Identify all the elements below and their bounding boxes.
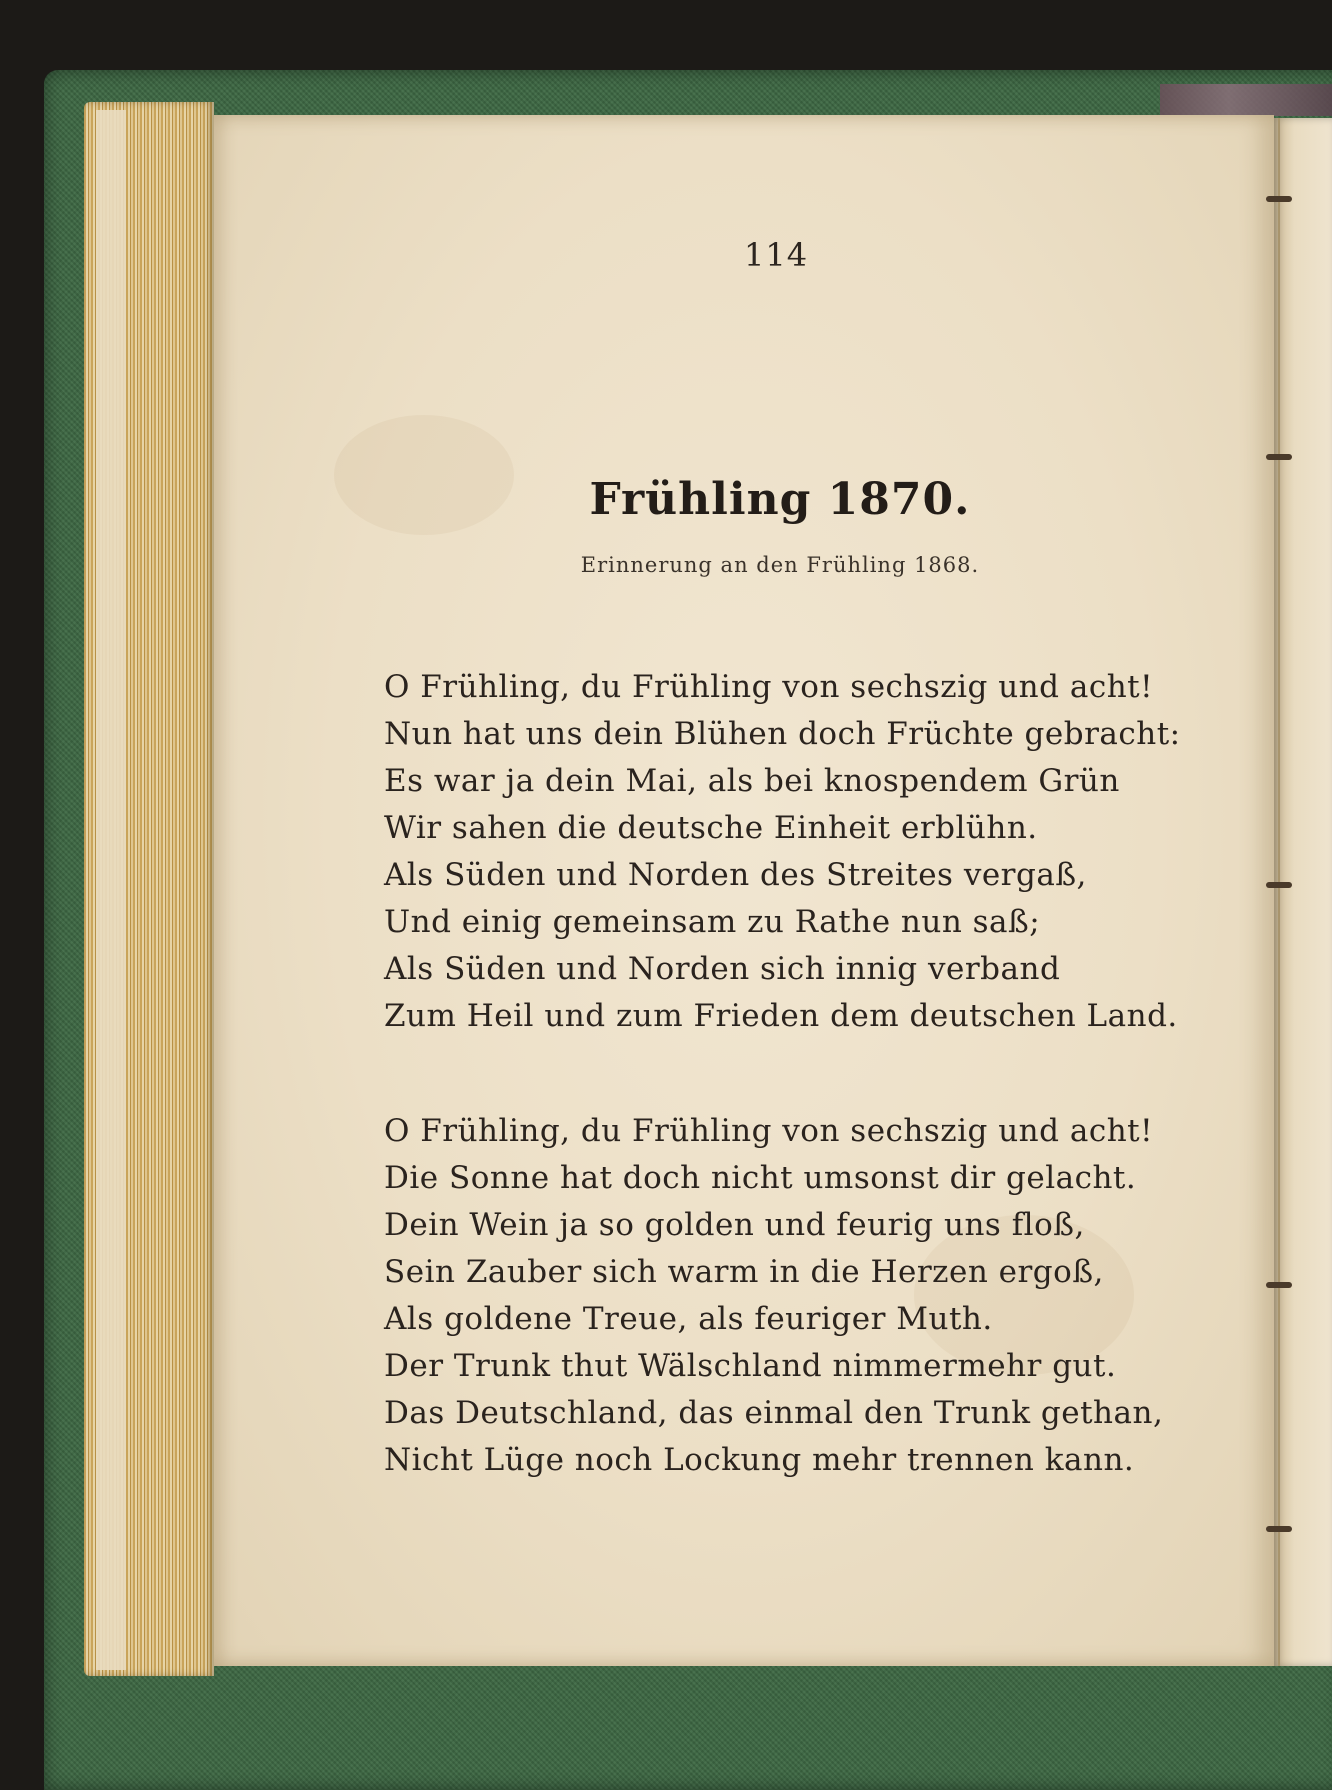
verse-line: Nun hat uns dein Blühen doch Früchte gebracht: <box>384 716 1181 752</box>
stanza-2 <box>384 1108 1184 1484</box>
verse-line: Als Süden und Norden sich innig verband <box>384 951 1061 987</box>
verse-line: Nicht Lüge noch Lockung mehr trennen kann. <box>384 1442 1135 1478</box>
gutter-line <box>1278 118 1280 1666</box>
verse-line: Dein Wein ja so golden und feurig uns floß, <box>384 1207 1085 1243</box>
binding-stitch <box>1266 454 1292 460</box>
poem-subtitle: Erinnerung an den Frühling 1868. <box>580 553 980 577</box>
page-edges-inner <box>96 110 126 1670</box>
binding-stitch <box>1266 882 1292 888</box>
verse-line: Wir sahen die deutsche Einheit erblühn. <box>384 810 1038 846</box>
verse-line: O Frühling, du Frühling von sechszig und acht! <box>384 1113 1154 1149</box>
verse-line: Zum Heil und zum Frieden dem deutschen Land. <box>384 998 1178 1034</box>
verse-line: Es war ja dein Mai, als bei knospendem Grün <box>384 763 1120 799</box>
binding-stitch <box>1266 1282 1292 1288</box>
verse-line: Der Trunk thut Wälschland nimmermehr gut. <box>384 1348 1117 1384</box>
poem-title: Frühling 1870. <box>589 474 971 525</box>
verse-line: Als goldene Treue, als feuriger Muth. <box>384 1301 993 1337</box>
verse-line: Sein Zauber sich warm in die Herzen ergoß, <box>384 1254 1104 1290</box>
verse-line: Und einig gemeinsam zu Rathe nun saß; <box>384 904 1041 940</box>
book-spine-band <box>1160 84 1332 116</box>
binding-stitch <box>1266 1526 1292 1532</box>
page-number: 114 <box>744 236 809 274</box>
verse-line: Die Sonne hat doch nicht umsonst dir gelacht. <box>384 1160 1137 1196</box>
verse-line: Das Deutschland, das einmal den Trunk gethan, <box>384 1395 1164 1431</box>
binding-stitch <box>1266 196 1292 202</box>
verse-line: O Frühling, du Frühling von sechszig und acht! <box>384 669 1154 705</box>
stanza-1 <box>384 664 1184 1040</box>
verse-line: Als Süden und Norden des Streites vergaß, <box>384 857 1087 893</box>
facing-page-edge <box>1274 118 1332 1666</box>
